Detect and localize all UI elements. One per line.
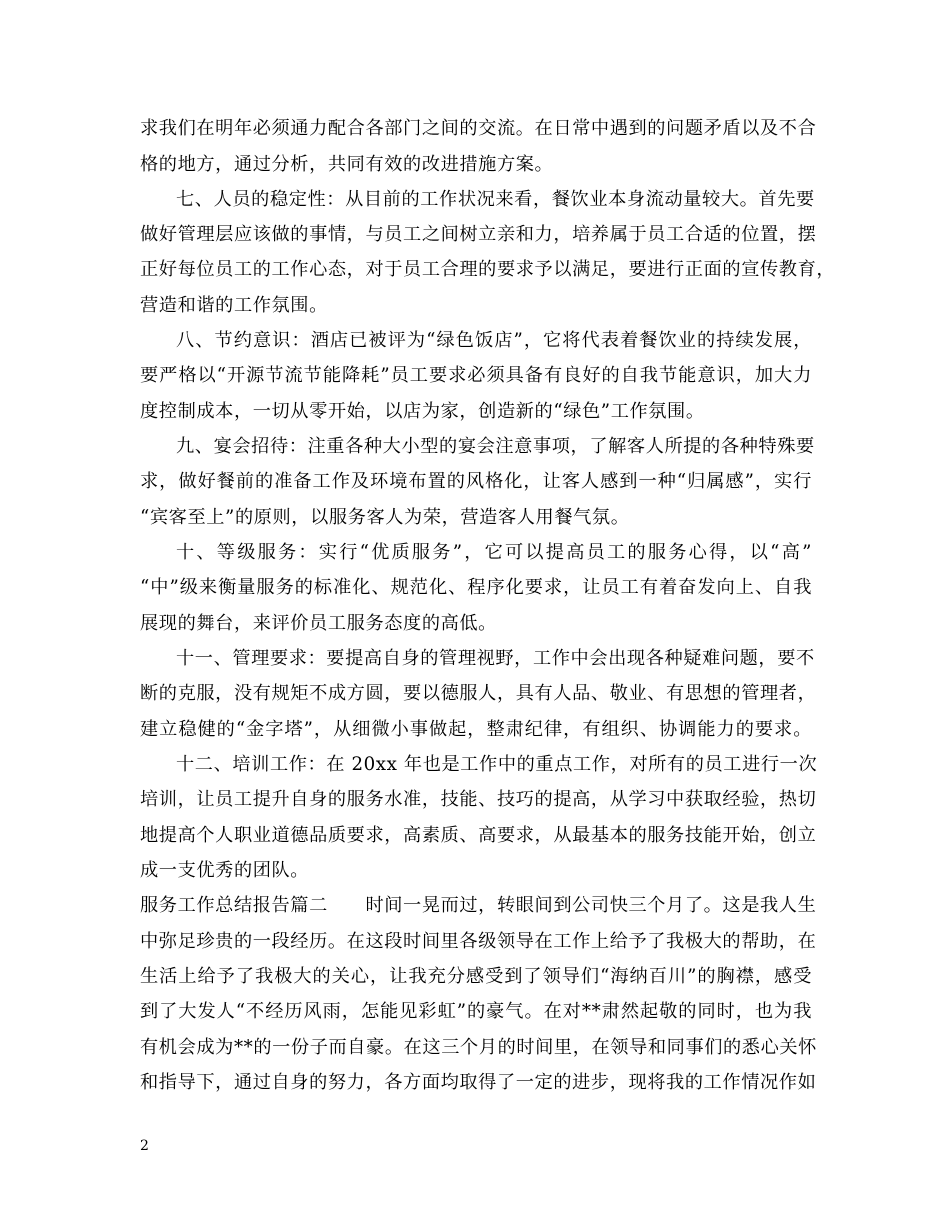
text-line: 做好管理层应该做的事情，与员工之间树立亲和力，培养属于员工合适的位置，摆 bbox=[140, 224, 817, 245]
text-line: 中弥足珍贵的一段经历。在这段时间里各级领导在工作上给予了我极大的帮助，在 bbox=[140, 931, 817, 952]
text-line: 七、人员的稳定性：从目前的工作状况来看，餐饮业本身流动量较大。首先要 bbox=[176, 189, 815, 210]
text-line: 求我们在明年必须通力配合各部门之间的交流。在日常中遇到的问题矛盾以及不合 bbox=[140, 118, 817, 139]
text-line: 正好每位员工的工作心态，对于员工合理的要求予以满足，要进行正面的宣传教育， bbox=[140, 259, 836, 280]
text-line: “中”级来衡量服务的标准化、规范化、程序化要求，让员工有着奋发向上、自我 bbox=[140, 577, 812, 598]
text-line: “宾客至上”的原则，以服务客人为荣，营造客人用餐气氛。 bbox=[140, 507, 630, 528]
text-line: 十、等级服务：实行“优质服务”，它可以提高员工的服务心得，以“高” bbox=[176, 542, 812, 563]
text-line: 生活上给予了我极大的关心，让我充分感受到了领导们“海纳百川”的胸襟，感受 bbox=[140, 966, 812, 987]
text-line: 有机会成为**的一份子而自豪。在这三个月的时间里，在领导和同事们的悉心关怀 bbox=[140, 1037, 817, 1058]
text-line: 营造和谐的工作氛围。 bbox=[140, 295, 328, 316]
text-line: 到了大发人“不经历风雨，怎能见彩虹”的豪气。在对**肃然起敬的同时，也为我 bbox=[140, 1001, 812, 1022]
text-line: 成一支优秀的团队。 bbox=[140, 860, 310, 881]
text-line: 培训，让员工提升自身的服务水准，技能、技巧的提高，从学习中获取经验，热切 bbox=[140, 789, 817, 810]
text-line: 九、宴会招待：注重各种大小型的宴会注意事项，了解客人所提的各种特殊要 bbox=[176, 436, 815, 457]
text-line: 格的地方，通过分析，共同有效的改进措施方案。 bbox=[140, 154, 554, 175]
text-line: 断的克服，没有规矩不成方圆，要以德服人，具有人品、敬业、有思想的管理者， bbox=[140, 683, 817, 704]
text-line: 要严格以“开源节流节能降耗”员工要求必须具备有良好的自我节能意识，加大力 bbox=[140, 365, 812, 386]
text-line: 十二、培训工作：在 20xx 年也是工作中的重点工作，对所有的员工进行一次 bbox=[176, 754, 818, 775]
section-heading-line: 服务工作总结报告篇二 时间一晃而过，转眼间到公司快三个月了。这是我人生 bbox=[140, 895, 817, 916]
text-line: 十一、管理要求：要提高自身的管理视野，工作中会出现各种疑难问题，要不 bbox=[176, 648, 815, 669]
text-line: 展现的舞台，来评价员工服务态度的高低。 bbox=[140, 613, 497, 634]
text-line: 度控制成本，一切从零开始，以店为家，创造新的“绿色”工作氛围。 bbox=[140, 401, 705, 422]
text-line: 求，做好餐前的准备工作及环境布置的风格化，让客人感到一种“归属感”，实行 bbox=[140, 471, 812, 492]
text-line: 地提高个人职业道德品质要求，高素质、高要求，从最基本的服务技能开始，创立 bbox=[140, 825, 817, 846]
page-number: 2 bbox=[140, 1138, 149, 1154]
text-line: 和指导下，通过自身的努力，各方面均取得了一定的进步，现将我的工作情况作如 bbox=[140, 1072, 817, 1093]
text-line: 八、节约意识：酒店已被评为“绿色饭店”，它将代表着餐饮业的持续发展， bbox=[176, 330, 812, 351]
text-line: 建立稳健的“金字塔”，从细微小事做起，整肃纪律，有组织、协调能力的要求。 bbox=[140, 719, 812, 740]
